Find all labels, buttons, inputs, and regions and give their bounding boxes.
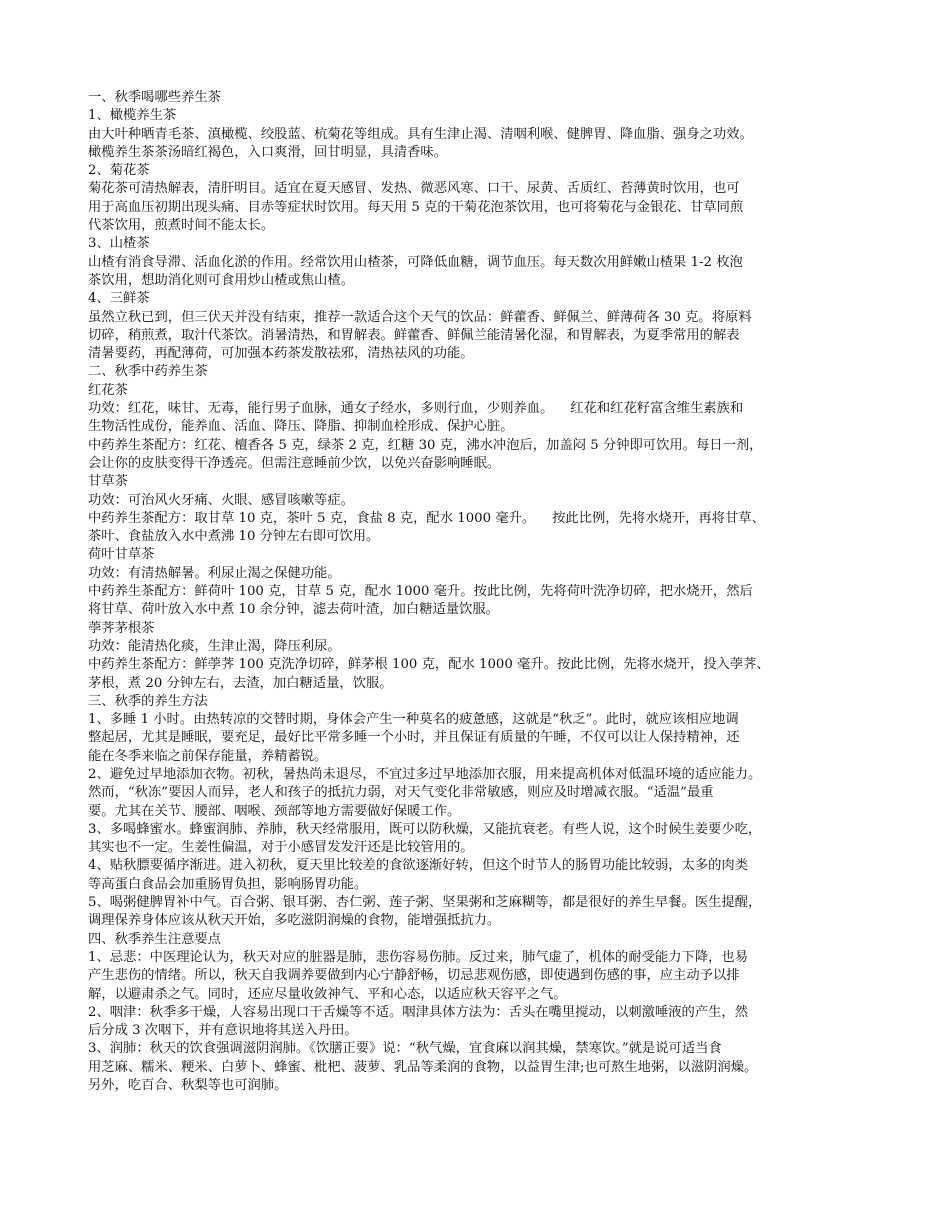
text-line: 调理保养身体应该从秋天开始，多吃滋阴润燥的食物，能增强抵抗力。 (88, 913, 501, 929)
text-line: 茅根，煮 20 分钟左右，去渣，加白糖适量，饮服。 (88, 675, 393, 691)
document-page (88, 89, 868, 1095)
text-line: 中药养生茶配方：取甘草 10 克，茶叶 5 克，食盐 8 克，配水 1000 毫升。 按此比例，先将水烧开，再将甘草、 (88, 510, 765, 526)
text-line: 解，以避肃杀之气。同时，还应尽量收敛神气、平和心态，以适应秋天容平之气。 (88, 986, 567, 1002)
text-line: 3、多喝蜂蜜水。蜂蜜润肺、养肺，秋天经常服用，既可以防秋燥，又能抗衰老。有些人说，这个时候生姜要少吃， (88, 821, 762, 837)
text-line: 虽然立秋已到，但三伏天并没有结束，推荐一款适合这个天气的饮品：鲜藿香、鲜佩兰、鲜薄荷各 30 克。将原料 (88, 309, 752, 325)
text-line: 产生悲伤的情绪。所以，秋天自我调养要做到内心宁静舒畅，切忌悲观伤感，即使遇到伤感的事，应主动予以排 (88, 968, 740, 984)
text-line: 会让你的皮肤变得干净透亮。但需注意睡前少饮，以免兴奋影响睡眠。 (88, 455, 501, 471)
text-line: 4、三鲜茶 (88, 291, 150, 307)
text-line: 将甘草、荷叶放入水中煮 10 余分钟，滤去荷叶渣，加白糖适量饮服。 (88, 602, 499, 618)
text-line: 功效：有清热解暑。利尿止渴之保健功能。 (88, 565, 341, 581)
text-line: 中药养生茶配方：鲜荷叶 100 克，甘草 5 克，配水 1000 毫升。按此比例，先将荷叶洗净切碎，把水烧开，然后 (88, 584, 753, 600)
text-line: 2、菊花茶 (88, 163, 150, 179)
text-line: 中药养生茶配方：红花、檀香各 5 克，绿茶 2 克，红糖 30 克，沸水冲泡后，加盖闷 5 分钟即可饮用。每日一剂， (88, 437, 763, 453)
text-line: 红花茶 (88, 382, 128, 398)
text-line: 后分成 3 次咽下，并有意识地将其送入丹田。 (88, 1023, 358, 1039)
text-line: 四、秋季养生注意要点 (88, 931, 221, 947)
text-line: 切碎，稍煎煮，取汁代茶饮。消暑清热，和胃解表。鲜藿香、鲜佩兰能清暑化湿，和胃解表，为夏季常用的解表 (88, 327, 740, 343)
text-line: 茶叶、食盐放入水中煮沸 10 分钟左右即可饮用。 (88, 529, 380, 545)
text-line: 荷叶甘草茶 (88, 547, 155, 563)
text-line: 生物活性成份，能养血、活血、降压、降脂、抑制血栓形成、保护心脏。 (88, 419, 514, 435)
text-line: 功效：能清热化痰，生津止渴，降压利尿。 (88, 638, 341, 654)
text-line: 三、秋季的养生方法 (88, 693, 208, 709)
text-line: 山楂有消食导滞、活血化淤的作用。经常饮用山楂茶，可降低血糖，调节血压。每天数次用鲜嫩山楂果 1-2 枚泡 (88, 254, 743, 270)
text-line: 代茶饮用，煎煮时间不能太长。 (88, 218, 275, 234)
text-line: 中药养生茶配方：鲜荸荠 100 克洗净切碎，鲜茅根 100 克，配水 1000 毫升。按此比例，先将水烧开，投入荸荠、 (88, 657, 770, 673)
text-line: 整起居，尤其是睡眠，要充足，最好比平常多睡一个小时，并且保证有质量的午睡，不仅可以让人保持精神，还 (88, 730, 740, 746)
text-line: 1、忌悲：中医理论认为，秋天对应的脏器是肺，悲伤容易伤肺。反过来，肺气虚了，机体的耐受能力下降，也易 (88, 949, 749, 965)
text-line: 4、贴秋膘要循序渐进。进入初秋，夏天里比较差的食欲逐渐好转，但这个时节人的肠胃功能比较弱，太多的肉类 (88, 858, 749, 874)
text-line: 清暑要药，再配薄荷，可加强本药茶发散祛邪，清热祛风的功能。 (88, 346, 474, 362)
text-line: 一、秋季喝哪些养生茶 (88, 90, 221, 105)
text-line: 其实也不一定。生姜性偏温，对于小感冒发发汗还是比较管用的。 (88, 840, 474, 856)
text-line: 用芝麻、糯米、粳米、白萝卜、蜂蜜、枇杷、菠萝、乳品等柔润的食物，以益胃生津;也可熬生地粥，以滋阴润燥。 (88, 1059, 758, 1075)
text-line: 2、咽津：秋季多干燥，人容易出现口干舌燥等不适。咽津具体方法为：舌头在嘴里搅动，以刺激唾液的产生，然 (88, 1004, 749, 1020)
text-line: 然而，“秋冻”要因人而异，老人和孩子的抵抗力弱，对天气变化非常敏感，则应及时增减衣服。“适温”最重 (88, 785, 714, 801)
text-line: 另外，吃百合、秋梨等也可润肺。 (88, 1078, 288, 1094)
text-line: 1、橄榄养生茶 (88, 108, 177, 124)
text-line: 由大叶种晒青毛茶、滇橄榄、绞股蓝、杭菊花等组成。具有生津止渴、清咽利喉、健脾胃、降血脂、强身之功效。 (88, 126, 753, 142)
text-line: 茶饮用，想助消化则可食用炒山楂或焦山楂。 (88, 272, 354, 288)
text-line: 3、山楂茶 (88, 236, 150, 252)
text-line: 3、润肺：秋天的饮食强调滋阴润肺。《饮膳正要》说：“秋气燥，宜食麻以润其燥，禁寒饮。”就是说可适当食 (88, 1041, 722, 1057)
text-line: 二、秋季中药养生茶 (88, 364, 208, 380)
text-line: 功效：可治风火牙痛、火眼、感冒咳嗽等症。 (88, 492, 354, 508)
text-line: 2、避免过早地添加衣物。初秋，暑热尚未退尽，不宜过多过早地添加衣服，用来提高机体对低温环境的适应能力。 (88, 766, 762, 782)
text-line: 要。尤其在关节、腰部、咽喉、颈部等地方需要做好保暖工作。 (88, 803, 461, 819)
text-line: 橄榄养生茶茶汤暗红褐色，入口爽滑，回甘明显，具清香味。 (88, 144, 448, 160)
text-line: 甘草茶 (88, 474, 128, 490)
text-line: 菊花茶可清热解表，清肝明目。适宜在夏天感冒、发热、微恶风寒、口干、尿黄、舌质红、苔薄黄时饮用，也可 (88, 181, 740, 197)
text-line: 1、多睡 1 小时。由热转凉的交替时期，身体会产生一种莫名的疲惫感，这就是“秋乏”。此时，就应该相应地调 (88, 712, 739, 728)
text-line: 等高蛋白食品会加重肠胃负担，影响肠胃功能。 (88, 876, 368, 892)
text-line: 荸荠茅根茶 (88, 620, 155, 636)
text-line: 5、喝粥健脾胃补中气。百合粥、银耳粥、杏仁粥、莲子粥、坚果粥和芝麻糊等，都是很好的养生早餐。医生提醒， (88, 895, 762, 911)
text-line: 功效：红花，味甘、无毒，能行男子血脉，通女子经水，多则行血，少则养血。 红花和红花籽富含维生素族和 (88, 401, 744, 417)
text-line: 用于高血压初期出现头痛、目赤等症状时饮用。每天用 5 克的干菊花泡茶饮用，也可将菊花与金银花、甘草同煎 (88, 199, 744, 215)
text-line: 能在冬季来临之前保存能量，养精蓄锐。 (88, 748, 328, 764)
